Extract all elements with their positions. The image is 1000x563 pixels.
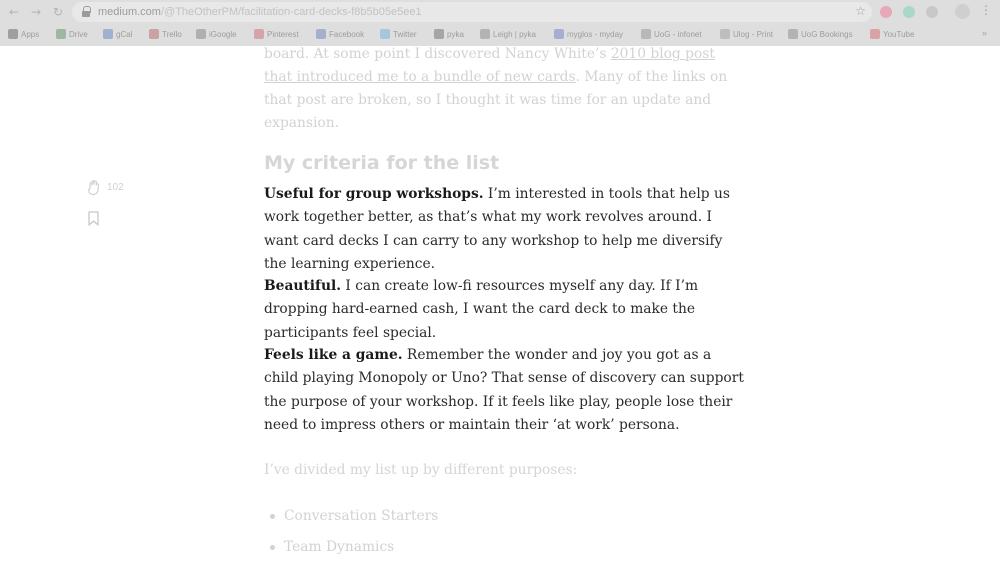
bookmark-item[interactable]: gCal <box>103 28 132 42</box>
bookmark-item[interactable]: pyka <box>434 28 464 42</box>
myglos-icon <box>554 29 564 39</box>
pyka-icon <box>434 29 444 39</box>
extension-icon[interactable] <box>880 6 892 18</box>
extension-icon[interactable] <box>903 6 915 18</box>
blog-post-link[interactable]: 2010 blog post that introduced me to a bundle of new cards <box>264 46 715 85</box>
bookmark-item[interactable]: Facebook <box>316 28 364 42</box>
forward-arrow-icon[interactable]: → <box>30 5 42 19</box>
purpose-list <box>264 505 438 563</box>
bookmark-item[interactable]: UoG - infonet <box>641 28 702 42</box>
back-arrow-icon[interactable]: ← <box>8 5 20 19</box>
bookmark-item[interactable]: Drive <box>56 28 88 42</box>
bookmark-item[interactable]: myglos - myday <box>554 28 623 42</box>
trello-icon <box>149 29 159 39</box>
list-item: Conversation Starters <box>264 505 438 536</box>
google-icon <box>196 29 206 39</box>
address-bar[interactable] <box>72 2 872 22</box>
lock-icon <box>82 6 90 17</box>
print-icon <box>720 29 730 39</box>
browser-chrome <box>0 0 1000 46</box>
browser-toolbar <box>0 0 1000 24</box>
section-heading: My criteria for the list <box>264 152 500 174</box>
drive-icon <box>56 29 66 39</box>
calendar-icon <box>103 29 113 39</box>
youtube-icon <box>870 29 880 39</box>
intro-paragraph: board. At some point I discovered Nancy White’s 2010 blog post that introduced me to a bundle of new cards. Many of the links on that post are broken, so I thought it was time for an update and expansion. <box>264 46 728 131</box>
bookmark-item[interactable]: Twitter <box>380 28 417 42</box>
bookings-icon <box>788 29 798 39</box>
facebook-icon <box>316 29 326 39</box>
uog-infonet-icon <box>641 29 651 39</box>
bookmark-item[interactable]: Trello <box>149 28 182 42</box>
profile-avatar[interactable] <box>955 4 970 19</box>
list-item: Team Dynamics <box>264 536 438 563</box>
apps-grid-icon <box>8 29 18 39</box>
criteria-paragraph: Feels like a game. Remember the wonder and joy you got as a child playing Monopoly or Uno? That sense of discovery can support the purpose of your workshop. If it feels like play, people lose their need to impress others or maintain their ‘at work’ persona. <box>264 347 744 433</box>
criteria-title: Beautiful. <box>264 278 342 294</box>
bookmarks-overflow-icon[interactable]: » <box>982 28 988 38</box>
bookmark-item[interactable]: UoG Bookings <box>788 28 853 42</box>
clap-icon[interactable] <box>86 179 102 196</box>
bookmark-item[interactable]: YouTube <box>870 28 914 42</box>
url-text[interactable]: medium.com/@TheOtherPM/facilitation-card-decks-f8b5b05e5ee1 <box>98 6 422 18</box>
bookmark-item[interactable]: iGoogle <box>196 28 237 42</box>
reload-icon[interactable]: ↻ <box>52 5 64 19</box>
extension-icon[interactable] <box>926 6 938 18</box>
pinterest-icon <box>254 29 264 39</box>
bookmark-item[interactable]: Pinterest <box>254 28 299 42</box>
criteria-title: Feels like a game. <box>264 347 403 363</box>
list-intro: I’ve divided my list up by different purposes: <box>264 462 578 478</box>
clap-count: 102 <box>107 182 124 193</box>
criteria-paragraph: Beautiful. I can create low-fi resources myself any day. If I’m dropping hard-earned cash, I want the card deck to make the participants feel special. <box>264 278 699 341</box>
criteria-title: Useful for group workshops. <box>264 186 484 202</box>
save-bookmark-icon[interactable] <box>88 211 99 226</box>
browser-menu-icon[interactable]: ⋮ <box>980 3 992 17</box>
bookmark-item[interactable]: Leigh | pyka <box>480 28 536 42</box>
criteria-paragraph: Useful for group workshops. I’m interested in tools that help us work together better, as that’s what my work revolves around. I want card decks I can carry to any workshop to help me diversify the learning experience. <box>264 186 730 272</box>
bookmark-item[interactable]: Ulog - Print <box>720 28 773 42</box>
bookmark-item[interactable]: Apps <box>8 28 39 42</box>
leigh-pyka-icon <box>480 29 490 39</box>
bookmark-star-icon[interactable]: ☆ <box>855 4 866 18</box>
twitter-icon <box>380 29 390 39</box>
bookmarks-bar <box>0 26 1000 44</box>
